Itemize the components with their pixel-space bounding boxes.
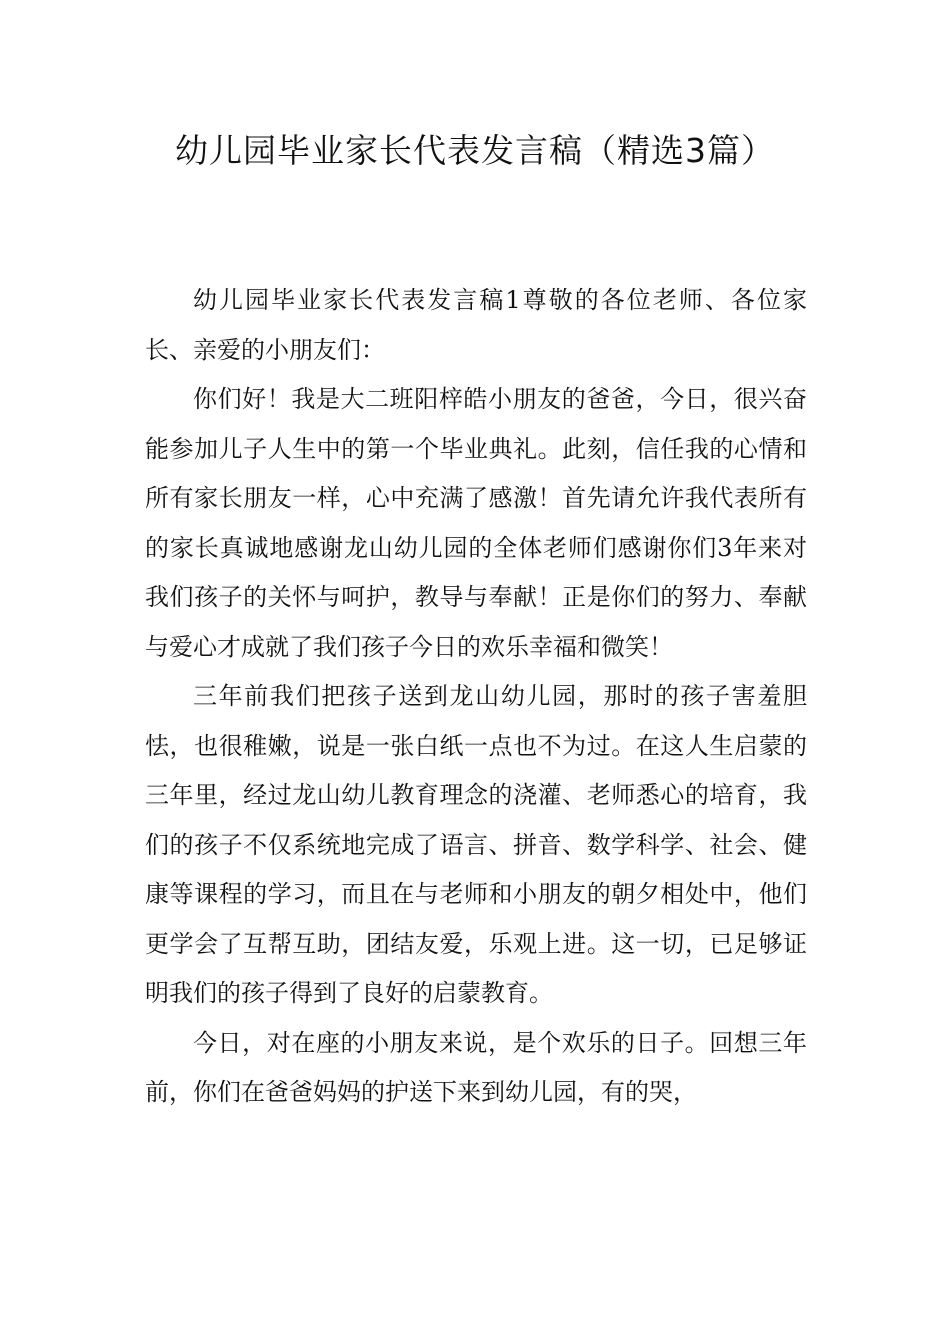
document-body bbox=[145, 276, 807, 1118]
document-title: 幼儿园毕业家长代表发言稿（精选3篇） bbox=[175, 131, 775, 170]
paragraph-3: 三年前我们把孩子送到龙山幼儿园，那时的孩子害羞胆怯，也很稚嫩，说是一张白纸一点也不为过。在这人生启蒙的三年里，经过龙山幼儿教育理念的浇灌、老师悉心的培育，我们的孩子不仅系统地完成了语言、拼音、数学科学、社会、健康等课程的学习，而且在与老师和小朋友的朝夕相处中，他们更学会了互帮互助，团结友爱，乐观上进。这一切，已足够证明我们的孩子得到了良好的启蒙教育。 bbox=[145, 682, 807, 1007]
paragraph-1: 幼儿园毕业家长代表发言稿1尊敬的各位老师、各位家长、亲爱的小朋友们： bbox=[145, 286, 807, 364]
paragraph-4: 今日，对在座的小朋友来说，是个欢乐的日子。回想三年前，你们在爸爸妈妈的护送下来到幼儿园，有的哭， bbox=[145, 1028, 807, 1106]
paragraph-2: 你们好！我是大二班阳梓皓小朋友的爸爸，今日，很兴奋能参加儿子人生中的第一个毕业典礼。此刻，信任我的心情和所有家长朋友一样，心中充满了感激！首先请允许我代表所有的家长真诚地感谢龙山幼儿园的全体老师们感谢你们3年来对我们孩子的关怀与呵护，教导与奉献！正是你们的努力、奉献与爱心才成就了我们孩子今日的欢乐幸福和微笑！ bbox=[145, 385, 807, 661]
